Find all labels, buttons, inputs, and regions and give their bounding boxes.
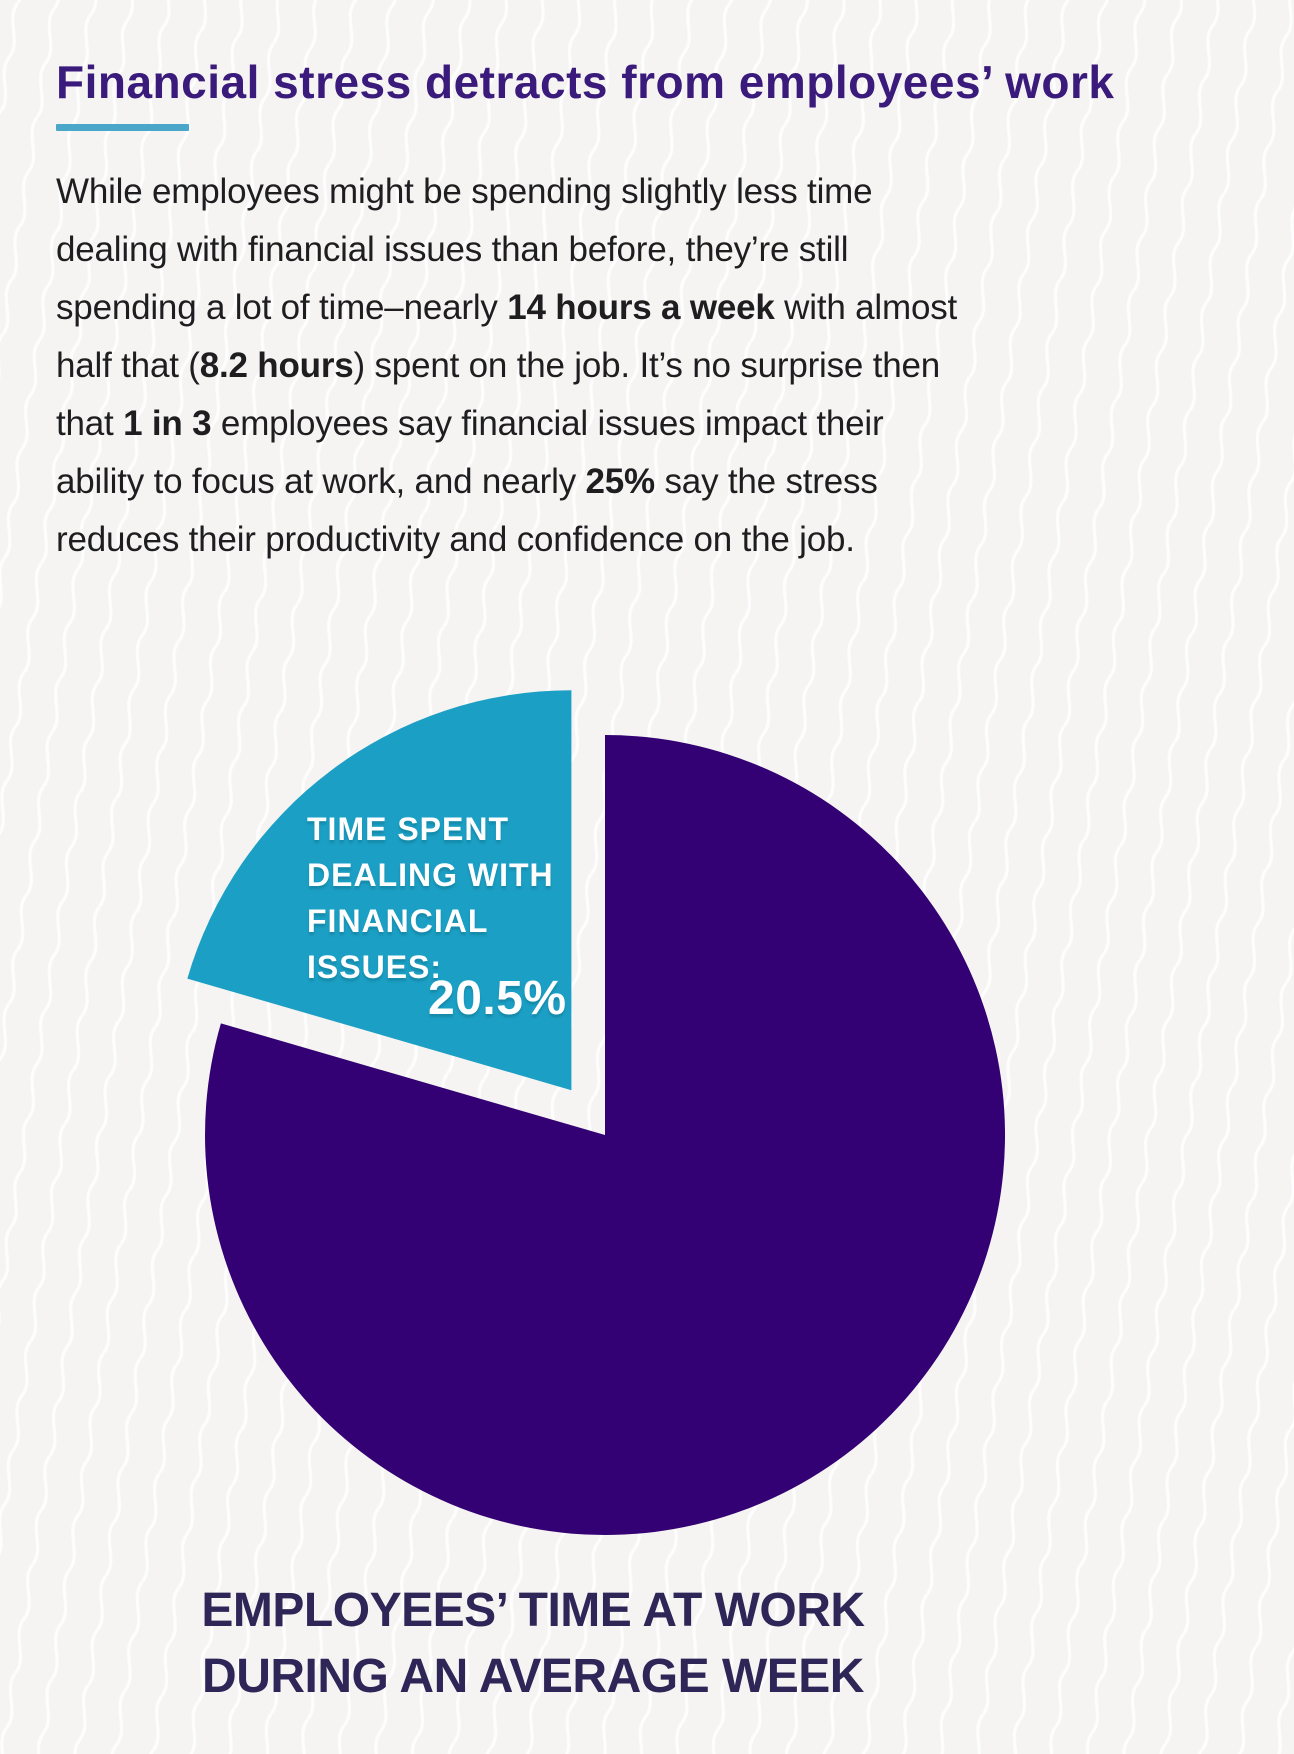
intro-line: reduces their productivity and confidence on the job. <box>56 520 855 559</box>
slice-label-line: DEALING WITH <box>307 857 554 893</box>
intro-line: that 1 in 3 employees say financial issues impact their <box>56 404 884 443</box>
intro-paragraph <box>56 163 1086 569</box>
intro-line: dealing with financial issues than before, they’re still <box>56 230 849 269</box>
intro-line: While employees might be spending slightly less time <box>56 172 873 211</box>
slice-value-label: 20.5% <box>428 972 567 1025</box>
intro-line: half that (8.2 hours) spent on the job. It’s no surprise then <box>56 346 941 385</box>
intro-line: spending a lot of time–nearly 14 hours a week with almost <box>56 288 958 327</box>
intro-line: ability to focus at work, and nearly 25% say the stress <box>56 462 878 501</box>
pie-chart <box>140 610 1040 1560</box>
slice-label-line: FINANCIAL <box>307 903 489 939</box>
slice-label-line: TIME SPENT <box>307 811 510 847</box>
chart-caption-line2: DURING AN AVERAGE WEEK <box>202 1650 864 1703</box>
chart-caption <box>56 1578 1010 1710</box>
chart-caption-line1: EMPLOYEES’ TIME AT WORK <box>201 1584 865 1637</box>
title-divider <box>56 124 189 131</box>
page-title: Financial stress detracts from employees’ work <box>56 55 1115 108</box>
slice-label-line: ISSUES: <box>307 949 443 985</box>
